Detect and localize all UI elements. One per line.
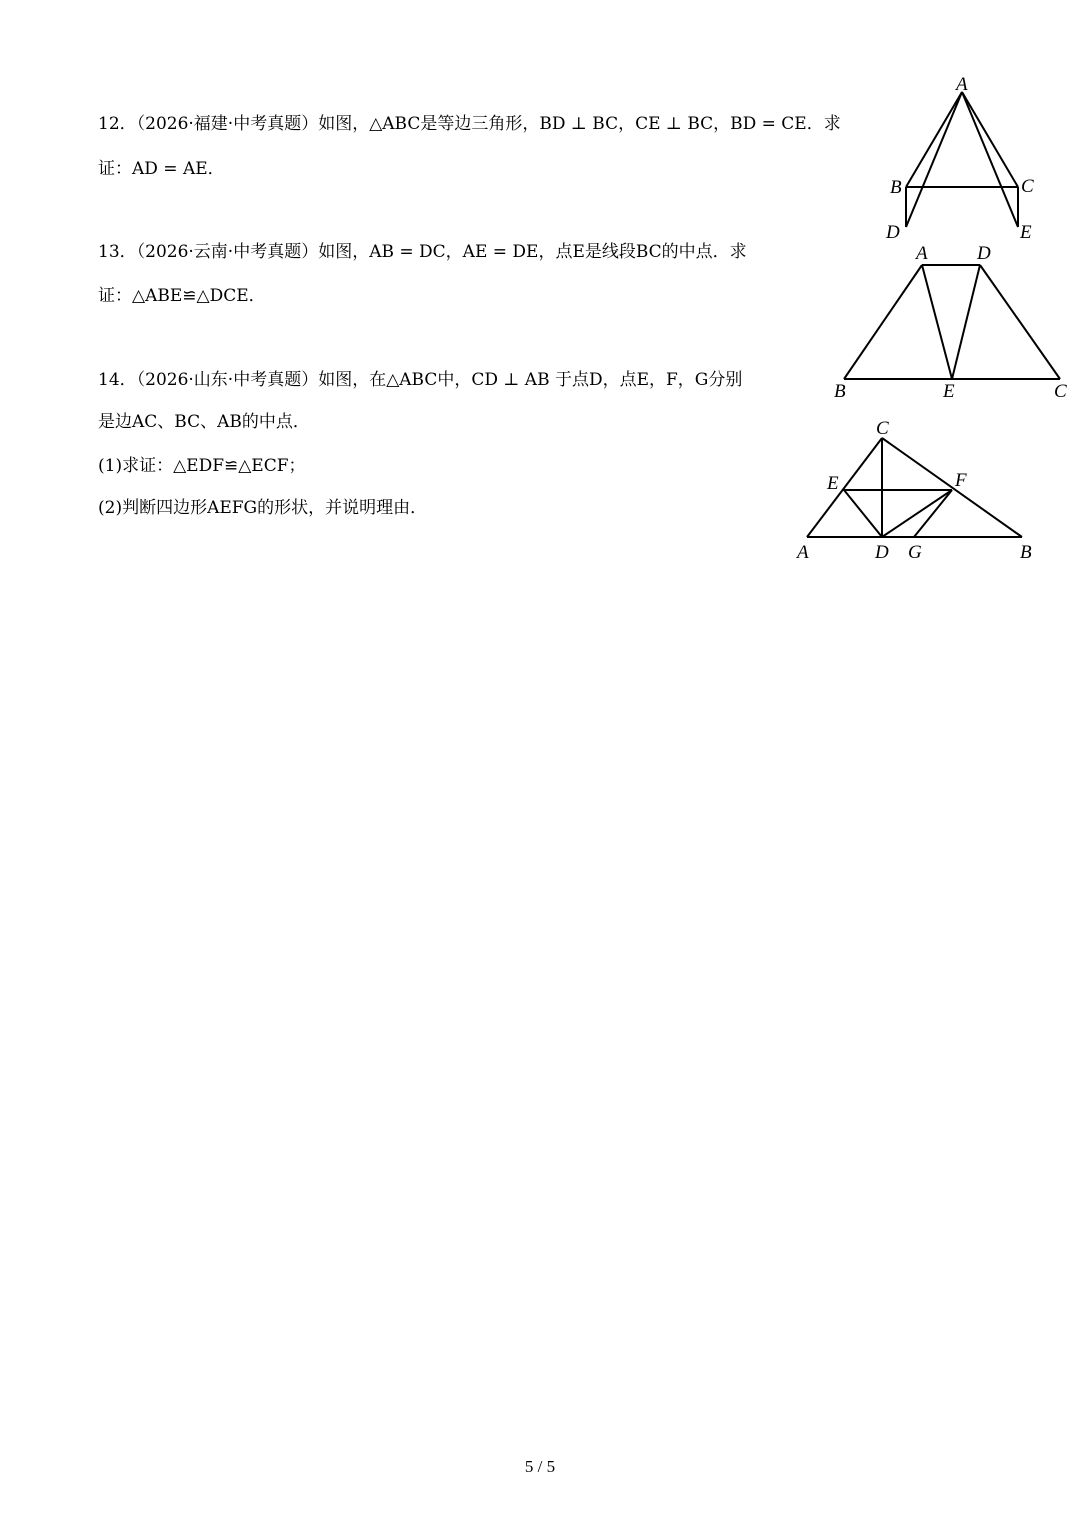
label-c: C <box>1054 381 1067 402</box>
figure-13 <box>828 240 1080 405</box>
label-g: G <box>908 542 922 563</box>
page-number: 5 / 5 <box>524 1457 556 1476</box>
segment-ab <box>844 265 922 379</box>
segment-ad <box>906 92 962 227</box>
label-e: E <box>1020 222 1032 243</box>
figure-12 <box>880 70 1060 245</box>
segment-ac <box>962 92 1018 187</box>
problem-12-line-2: 证：AD = AE． <box>98 159 225 179</box>
label-c: C <box>1021 176 1034 197</box>
label-f: F <box>955 470 967 491</box>
label-d: D <box>875 542 889 563</box>
segment-ae <box>962 92 1018 227</box>
problem-14-line-1: 14．（2026·山东·中考真题）如图，在△ABC中，CD ⊥ AB 于点D，点E，F，G分别 <box>98 370 743 390</box>
segment-ed <box>844 490 882 537</box>
label-b: B <box>1020 542 1032 563</box>
figure-14 <box>790 410 1045 570</box>
problem-13-line-1: 13．（2026·云南·中考真题）如图，AB = DC，AE = DE，点E是线段BC的中点．求 <box>98 242 747 262</box>
problem-12-line-1: 12．（2026·福建·中考真题）如图，△ABC是等边三角形，BD ⊥ BC，CE ⊥ BC，BD = CE．求 <box>98 114 841 134</box>
problem-14-line-2: 是边AC、BC、AB的中点． <box>98 412 310 432</box>
label-a: A <box>956 74 968 95</box>
segment-ae <box>922 265 952 379</box>
segment-dc <box>980 265 1060 379</box>
segment-fg <box>914 490 952 537</box>
label-e: E <box>827 473 839 494</box>
label-b: B <box>834 381 846 402</box>
segment-de <box>952 265 980 379</box>
label-d: D <box>886 222 900 243</box>
label-b: B <box>890 177 902 198</box>
label-c: C <box>876 418 889 439</box>
problem-14-part-1: (1)求证：△EDF≌△ECF； <box>98 456 306 476</box>
problem-13-line-2: 证：△ABE≌△DCE． <box>98 286 266 306</box>
segment-ab <box>906 92 962 187</box>
label-d: D <box>977 243 991 264</box>
label-a: A <box>916 243 928 264</box>
label-a: A <box>797 542 809 563</box>
segment-fd <box>882 490 952 537</box>
label-e: E <box>943 381 955 402</box>
problem-14-part-2: (2)判断四边形AEFG的形状，并说明理由． <box>98 498 428 518</box>
